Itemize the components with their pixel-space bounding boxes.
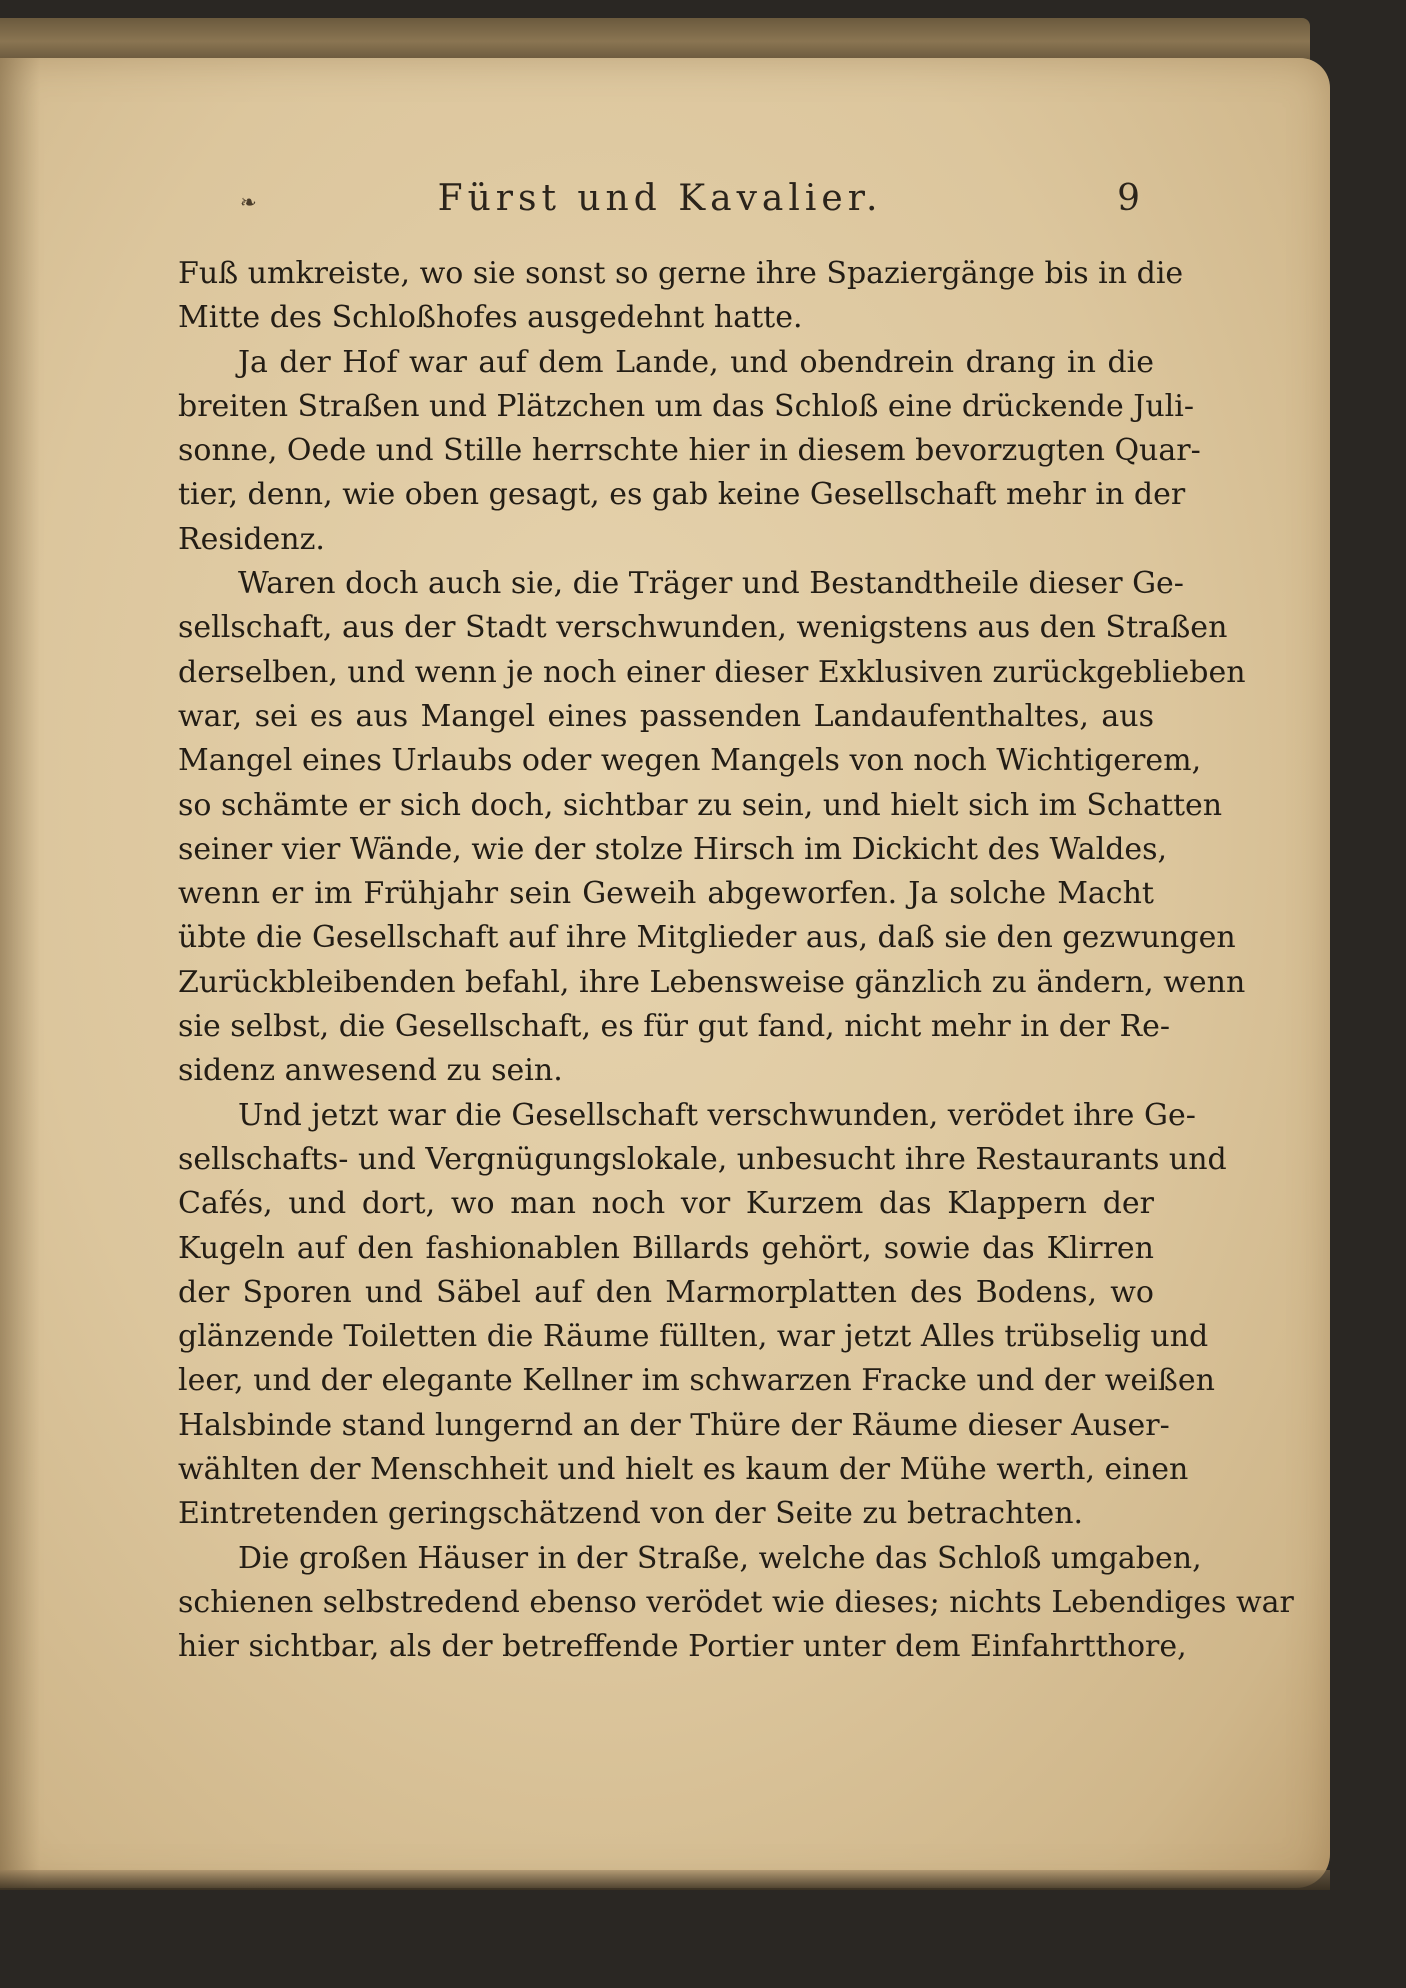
text-line: Waren doch auch sie, die Träger und Bestandtheile dieser Ge- (238, 566, 1184, 602)
text-line: sonne, Oede und Stille herrschte hier in diesem bevorzugten Quar- (178, 433, 1201, 469)
text-line: sidenz anwesend zu sein. (178, 1053, 563, 1089)
text-line: derselben, und wenn je noch einer dieser Exklusiven zurückgeblieben (178, 654, 1246, 690)
text-line: tier, denn, wie oben gesagt, es gab keine Gesellschaft mehr in der (178, 477, 1186, 513)
text-line: Die großen Häuser in der Straße, welche das Schloß umgaben, (238, 1540, 1202, 1576)
page-number: 9 (1117, 178, 1140, 219)
text-line: leer, und der elegante Kellner im schwarzen Fracke und der weißen (178, 1363, 1215, 1399)
text-line: glänzende Toiletten die Räume füllten, war jetzt Alles trübselig und (178, 1319, 1209, 1355)
text-line: Halsbinde stand lungernd an der Thüre der Räume dieser Auser- (178, 1407, 1170, 1443)
text-line: wenn er im Frühjahr sein Geweih abgeworfen. Ja solche Macht (178, 876, 1154, 912)
text-line: der Sporen und Säbel auf den Marmorplatten des Bodens, wo (178, 1274, 1154, 1310)
text-line: wählten der Menschheit und hielt es kaum der Mühe werth, einen (178, 1452, 1189, 1488)
text-line: Mitte des Schloßhofes ausgedehnt hatte. (178, 300, 803, 336)
page-gutter (0, 58, 40, 1888)
page-bottom-edge (0, 1870, 1330, 1890)
text-line: so schämte er sich doch, sichtbar zu sein, und hielt sich im Schatten (178, 787, 1223, 823)
text-line: breiten Straßen und Plätzchen um das Schloß eine drückende Juli- (178, 388, 1194, 424)
text-line: Kugeln auf den fashionablen Billards gehört, sowie das Klirren (178, 1230, 1154, 1266)
text-line: sellschafts- und Vergnügungslokale, unbesucht ihre Restaurants und (178, 1141, 1227, 1177)
text-line: Und jetzt war die Gesellschaft verschwunden, verödet ihre Ge- (238, 1097, 1196, 1133)
text-line: Ja der Hof war auf dem Lande, und obendrein drang in die (238, 344, 1154, 380)
body-text (178, 252, 1294, 1670)
text-line: Eintretenden geringschätzend von der Seite zu betrachten. (178, 1496, 1084, 1532)
text-line: Cafés, und dort, wo man noch vor Kurzem das Klappern der (178, 1186, 1154, 1222)
text-line: hier sichtbar, als der betreffende Portier unter dem Einfahrtthore, (178, 1629, 1187, 1665)
page-header (180, 178, 1140, 234)
text-line: Zurückbleibenden befahl, ihre Lebensweise gänzlich zu ändern, wenn (178, 964, 1246, 1000)
text-line: war, sei es aus Mangel eines passenden Landaufenthaltes, aus (178, 698, 1154, 734)
ornament-icon: ❧ (240, 190, 257, 214)
text-line: Fuß umkreiste, wo sie sonst so gerne ihre Spaziergänge bis in die (178, 256, 1184, 291)
running-title: Fürst und Kavalier. (437, 178, 883, 219)
text-line: schienen selbstredend ebenso verödet wie dieses; nichts Lebendiges war (178, 1584, 1294, 1620)
text-line: sellschaft, aus der Stadt verschwunden, wenigstens aus den Straßen (178, 610, 1228, 646)
text-line: sie selbst, die Gesellschaft, es für gut fand, nicht mehr in der Re- (178, 1009, 1171, 1045)
text-line: Mangel eines Urlaubs oder wegen Mangels von noch Wichtigerem, (178, 743, 1202, 779)
text-line: übte die Gesellschaft auf ihre Mitglieder aus, daß sie den gezwungen (178, 920, 1236, 956)
text-line: seiner vier Wände, wie der stolze Hirsch im Dickicht des Waldes, (178, 831, 1168, 867)
text-line: Residenz. (178, 521, 325, 557)
